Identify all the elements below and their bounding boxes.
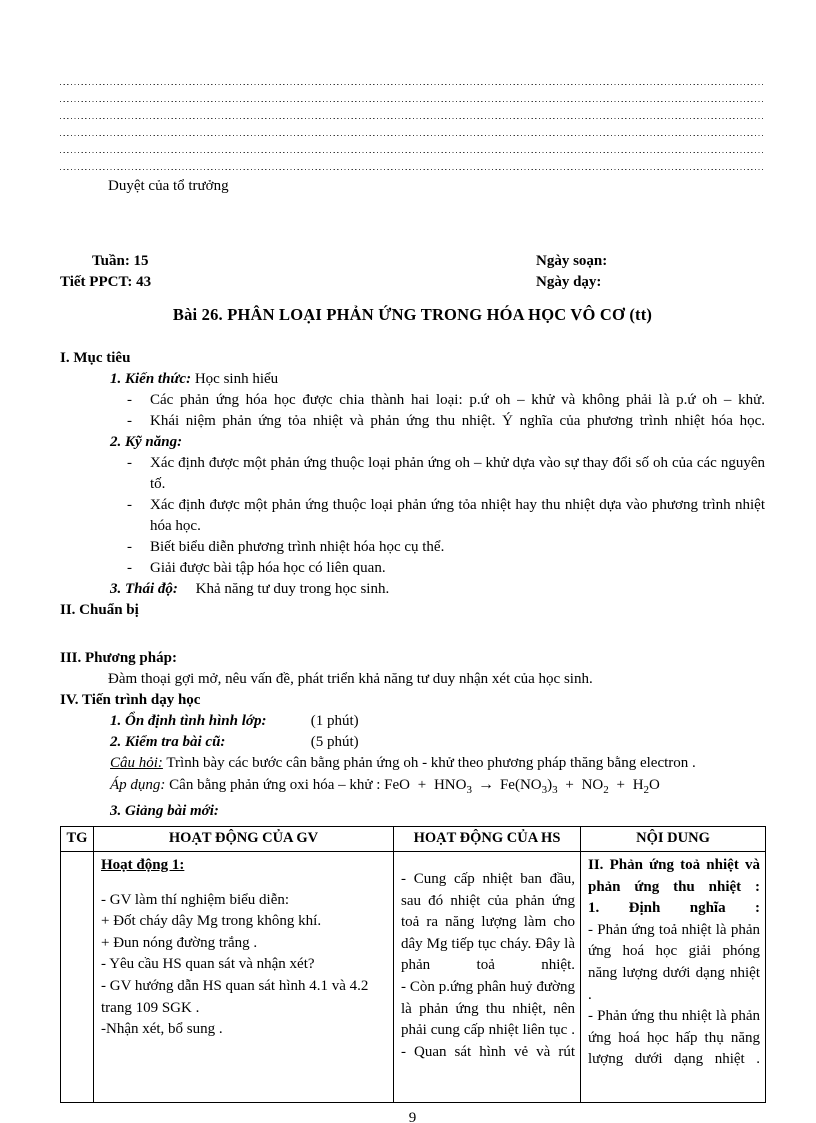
chemical-equation <box>384 776 660 796</box>
equation-subscript: 2 <box>643 784 650 796</box>
equation-subscript: 3 <box>466 784 472 796</box>
gv-activity-heading: Hoạt động 1: <box>101 857 185 873</box>
hs-cell <box>394 852 581 1103</box>
skills-item <box>127 453 765 495</box>
knowledge-item <box>127 390 765 411</box>
bullet-dash: - <box>127 497 132 513</box>
procedure-step-2 <box>110 732 765 753</box>
column-header-tg: TG <box>61 827 94 852</box>
dotted-line <box>60 136 765 153</box>
section-preparation-heading: II. Chuẩn bị <box>60 602 139 618</box>
method-text: Đàm thoại gợi mở, nêu vấn đề, phát triển khả năng tư duy nhận xét của học sinh. <box>108 671 593 687</box>
week-label: Tuần: 15 <box>92 253 149 269</box>
gv-line: - GV làm thí nghiệm biểu diễn: <box>101 891 290 908</box>
question-label: Câu hỏi: <box>110 755 163 771</box>
column-header-gv: HOẠT ĐỘNG CỦA GV <box>94 827 394 852</box>
dotted-line <box>60 85 765 102</box>
section-method-heading: III. Phương pháp: <box>60 650 177 666</box>
hs-cell-content <box>401 855 575 1063</box>
dotted-line <box>60 68 765 85</box>
hs-paragraph: - Quan sát hình vẻ và rút <box>401 1043 575 1060</box>
objectives-attitude-line <box>110 579 765 600</box>
bullet-dash: - <box>127 539 132 555</box>
procedure-question-line <box>110 753 765 774</box>
knowledge-item-text: Khái niệm phản ứng tỏa nhiệt và phản ứng thu nhiệt. Ý nghĩa của phương trình nhiệt hóa học. <box>150 413 765 429</box>
lesson-meta <box>60 251 765 293</box>
skills-item-text: Biết biểu diễn phương trình nhiệt hóa học cụ thể. <box>150 539 445 555</box>
equation-part: O <box>649 777 660 793</box>
skills-item <box>127 558 765 579</box>
dotted-line <box>60 153 765 170</box>
column-header-noidung: NỘI DUNG <box>581 827 766 852</box>
gv-cell <box>94 852 394 1103</box>
approval-note: Duyệt của tổ trưởng <box>108 178 229 194</box>
apply-text: Cân bằng phản ứng oxi hóa – khử : <box>169 777 381 793</box>
skills-label: 2. Kỹ năng: <box>110 434 183 450</box>
objectives-knowledge-line <box>110 369 765 390</box>
skills-item-text: Giải được bài tập hóa học có liên quan. <box>150 560 386 576</box>
gv-line: + Đun nóng đường trắng . <box>101 934 258 951</box>
noidung-paragraph: - Phản ứng thu nhiệt là phản ứng hoá học hấp thụ năng lượng dưới dạng nhiệt . <box>588 1008 760 1068</box>
dotted-line <box>60 119 765 136</box>
date-prepared-label: Ngày soạn: <box>536 253 608 269</box>
attitude-label: 3. Thái độ: <box>110 581 178 597</box>
procedure-apply-line <box>110 774 765 801</box>
knowledge-intro: Học sinh hiểu <box>194 371 279 387</box>
activity-table-header-row <box>61 827 766 852</box>
skills-item <box>127 537 765 558</box>
procedure-step-1 <box>110 711 765 732</box>
knowledge-item-text: Các phản ứng hóa học được chia thành hai loại: p.ứ oh – khử và không phải là p.ứ oh – khử. <box>150 392 765 408</box>
gv-line: + Đốt cháy dây Mg trong không khí. <box>101 913 322 930</box>
dotted-line <box>60 102 765 119</box>
gv-line: - GV hướng dẫn HS quan sát hình 4.1 và 4.2 trang 109 SGK . <box>101 977 369 1016</box>
equation-subscript: 3 <box>541 784 548 796</box>
skills-item-text: Xác định được một phản ứng thuộc loại phản ứng tỏa nhiệt hay thu nhiệt dựa vào phương trình nhiệt hóa học. <box>150 497 765 534</box>
equation-part: ) <box>547 777 553 793</box>
page-number: 9 <box>408 1110 417 1123</box>
bullet-dash: - <box>127 455 132 471</box>
activity-table <box>60 826 766 1103</box>
date-taught-label: Ngày dạy: <box>536 274 602 290</box>
bullet-dash: - <box>127 560 132 576</box>
equation-part: + NO <box>557 777 604 793</box>
noidung-cell <box>581 852 766 1103</box>
activity-table-body-row <box>61 852 766 1103</box>
hs-paragraph: - Còn p.ứng phân huỷ đường là phản ứng thu nhiệt, nên phải cung cấp nhiệt liên tục . <box>401 978 575 1039</box>
bullet-dash: - <box>127 392 132 408</box>
step2-label: 2. Kiểm tra bài cũ: <box>110 734 226 750</box>
objectives-skills-line <box>110 432 765 453</box>
equation-part: FeO + HNO <box>384 777 467 793</box>
equation-part: + H <box>608 777 644 793</box>
step2-time: (5 phút) <box>310 734 359 750</box>
step3-label: 3. Giảng bài mới: <box>110 803 219 819</box>
equation-subscript: 3 <box>552 784 558 796</box>
gv-line: - Yêu cầu HS quan sát và nhận xét? <box>101 956 315 973</box>
noidung-heading-1: II. Phản ứng toả nhiệt và phản ứng thu nhiệt : <box>588 857 760 895</box>
reaction-arrow: → <box>477 776 494 793</box>
skills-item-text: Xác định được một phản ứng thuộc loại phản ứng oh – khử dựa vào sự thay đổi số oh của các nguyên tố. <box>150 455 765 492</box>
question-text: Trình bày các bước cân bằng phản ứng oh - khử theo phương pháp thăng bằng electron . <box>166 755 696 771</box>
knowledge-label: 1. Kiến thức: <box>110 371 192 387</box>
equation-subscript: 2 <box>603 784 609 796</box>
period-label: Tiết PPCT: 43 <box>60 274 152 290</box>
dotted-lines-block <box>60 68 765 170</box>
skills-item <box>127 495 765 537</box>
section-objectives-heading: I. Mục tiêu <box>60 350 131 366</box>
apply-label: Áp dụng: <box>110 777 166 793</box>
meta-row-2 <box>60 272 765 293</box>
noidung-paragraph: - Phản ứng toả nhiệt là phản ứng hoá học giải phóng năng lượng dưới dạng nhiệt . <box>588 921 760 1003</box>
lesson-title: Bài 26. PHÂN LOẠI PHẢN ỨNG TRONG HÓA HỌC VÔ CƠ (tt) <box>172 305 653 324</box>
bullet-dash: - <box>127 413 132 429</box>
gv-line: -Nhận xét, bổ sung . <box>101 1021 223 1038</box>
attitude-text: Khả năng tư duy trong học sinh. <box>195 581 390 597</box>
equation-part: Fe(NO <box>499 777 542 793</box>
knowledge-item <box>127 411 765 432</box>
hs-paragraph: - Cung cấp nhiệt ban đầu, sau đó nhiệt của phản ứng toả ra năng lượng làm cho dây Mg tiếp tục cháy. Đây là phản toả nhiệt. <box>401 871 575 974</box>
step1-time: (1 phút) <box>310 713 359 729</box>
step1-label: 1. Ổn định tình hình lớp: <box>110 713 267 729</box>
meta-row-1 <box>60 251 765 272</box>
noidung-heading-2: 1. Định nghĩa : <box>588 900 760 917</box>
section-procedure-heading: IV. Tiến trình dạy học <box>60 692 201 708</box>
procedure-step-3 <box>110 801 765 822</box>
tg-cell <box>61 852 94 1103</box>
column-header-hs: HOẠT ĐỘNG CỦA HS <box>394 827 581 852</box>
